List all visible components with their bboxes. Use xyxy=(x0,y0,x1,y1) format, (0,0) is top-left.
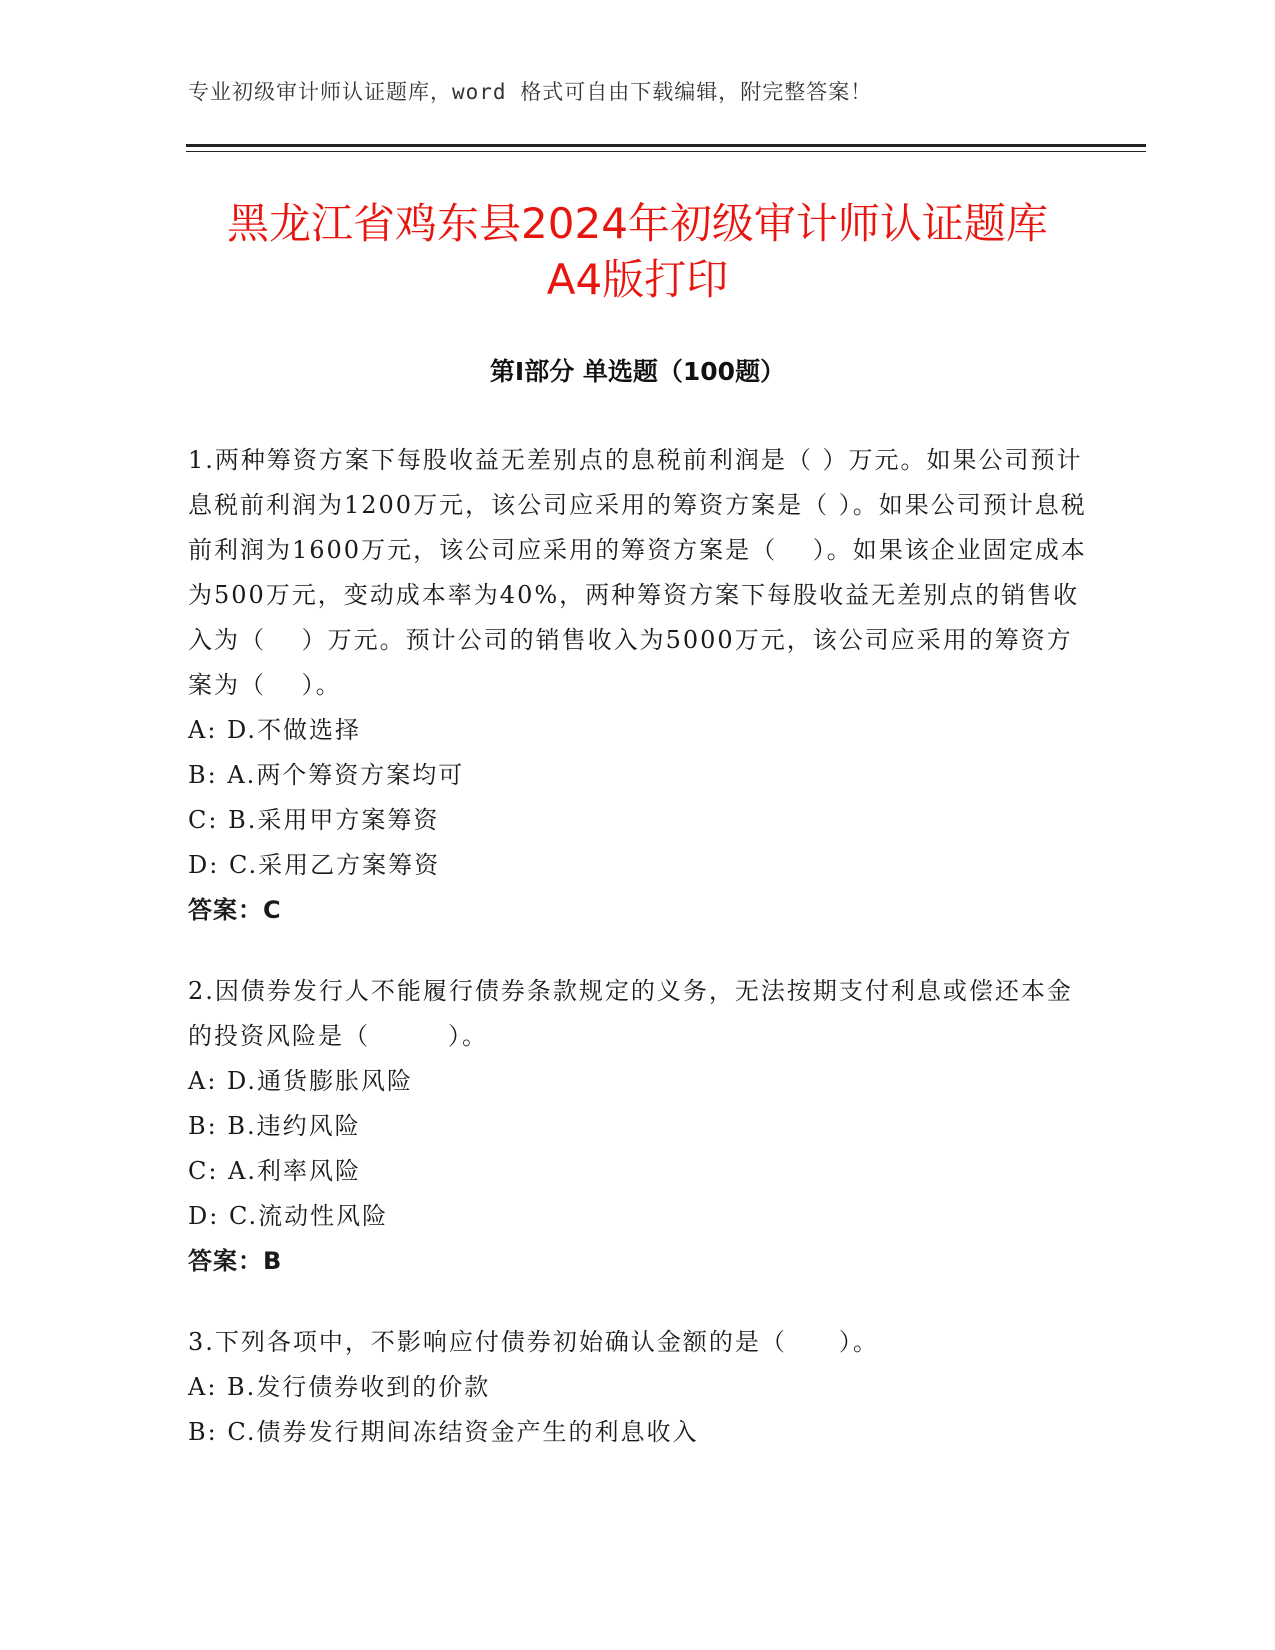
document-title xyxy=(0,196,1275,308)
header-rule-thin xyxy=(186,151,1146,152)
question-3 xyxy=(188,1320,1088,1455)
option-a: A: D.不做选择 xyxy=(188,716,362,744)
option-a: A: B.发行债券收到的价款 xyxy=(188,1373,491,1401)
question-list xyxy=(188,438,1088,1491)
answer: 答案：B xyxy=(188,1247,283,1275)
question-stem: 3.下列各项中，不影响应付债券初始确认金额的是（ ）。 xyxy=(188,1328,879,1356)
title-line-2: A4版打印 xyxy=(546,255,729,304)
option-c: C: A.利率风险 xyxy=(188,1157,362,1185)
question-stem: 2.因债券发行人不能履行债券条款规定的义务，无法按期支付利息或偿还本金的投资风险是（ ）。 xyxy=(188,977,1073,1050)
option-d: D: C.采用乙方案筹资 xyxy=(188,851,441,879)
question-1 xyxy=(188,438,1088,933)
answer: 答案：C xyxy=(188,896,282,924)
header-rule-thick xyxy=(186,144,1146,147)
option-d: D: C.流动性风险 xyxy=(188,1202,389,1230)
header-note: 专业初级审计师认证题库，word 格式可自由下载编辑，附完整答案！ xyxy=(188,80,873,104)
option-a: A: D.通货膨胀风险 xyxy=(188,1067,414,1095)
option-b: B: B.违约风险 xyxy=(188,1112,361,1140)
title-line-1: 黑龙江省鸡东县2024年初级审计师认证题库 xyxy=(227,199,1048,248)
option-b: B: C.债券发行期间冻结资金产生的利息收入 xyxy=(188,1418,699,1446)
section-title: 第Ⅰ部分 单选题（100题） xyxy=(489,357,786,386)
option-b: B: A.两个筹资方案均可 xyxy=(188,761,465,789)
question-stem: 1.两种筹资方案下每股收益无差别点的息税前利润是（ ）万元。如果公司预计息税前利润为1200万元，该公司应采用的筹资方案是（ ）。如果公司预计息税前利润为1600万元，该公司应采用的筹资方案是（ ）。如果该企业固定成本为500万元，变动成本率为40%，两种筹资方案下每股收益无差别点的销售收入为（ ）万元。预计公司的销售收入为5000万元，该公司应采用的筹资方案为（ ）。 xyxy=(188,446,1087,699)
option-c: C: B.采用甲方案筹资 xyxy=(188,806,440,834)
question-2 xyxy=(188,969,1088,1284)
